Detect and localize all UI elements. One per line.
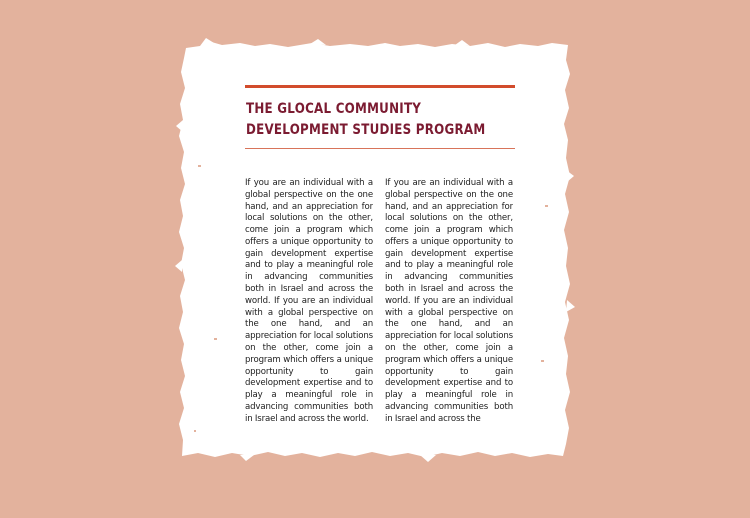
title-line-2: DEVELOPMENT STUDIES PROGRAM [246,122,486,138]
body-column-left: If you are an individual with a global perspective on the one hand, and an appreciation for local solutions on the other, come join a program which offers a unique opportunity to gain development expertise and to play a meaningful role in advancing communities both in Israel and across the world. If you are an individual with a global perspective on the one hand, and an appreciation for local solutions on the other, come join a program which offers a unique opportunity to gain development expertise and to play a meaningful role in advancing communities both in Israel and across the world. [245,178,373,424]
paper-speck [214,338,217,340]
paper-edge-fragment [455,40,470,46]
paper-edge-fragment [176,120,183,132]
title-bottom-rule [245,148,515,149]
paper-speck [198,165,201,167]
title-top-rule [245,85,515,88]
paper-speck [545,205,548,207]
paper-edge-fragment [310,39,326,45]
body-column-right: If you are an individual with a global perspective on the one hand, and an appreciation for local solutions on the other, come join a program which offers a unique opportunity to gain development expertise and to play a meaningful role in advancing communities both in Israel and across the world. If you are an individual with a global perspective on the one hand, and an appreciation for local solutions on the other, come join a program which offers a unique opportunity to gain development expertise and to play a meaningful role in advancing communities both in Israel and across the [385,178,513,424]
paper-edge-fragment [566,300,575,312]
paper-edge-fragment [175,260,182,272]
paper-speck [541,360,544,362]
title-line-1: THE GLOCAL COMMUNITY [246,101,422,117]
document-title [246,99,486,141]
paper-speck [194,430,196,432]
paper-edge-fragment [566,170,574,182]
